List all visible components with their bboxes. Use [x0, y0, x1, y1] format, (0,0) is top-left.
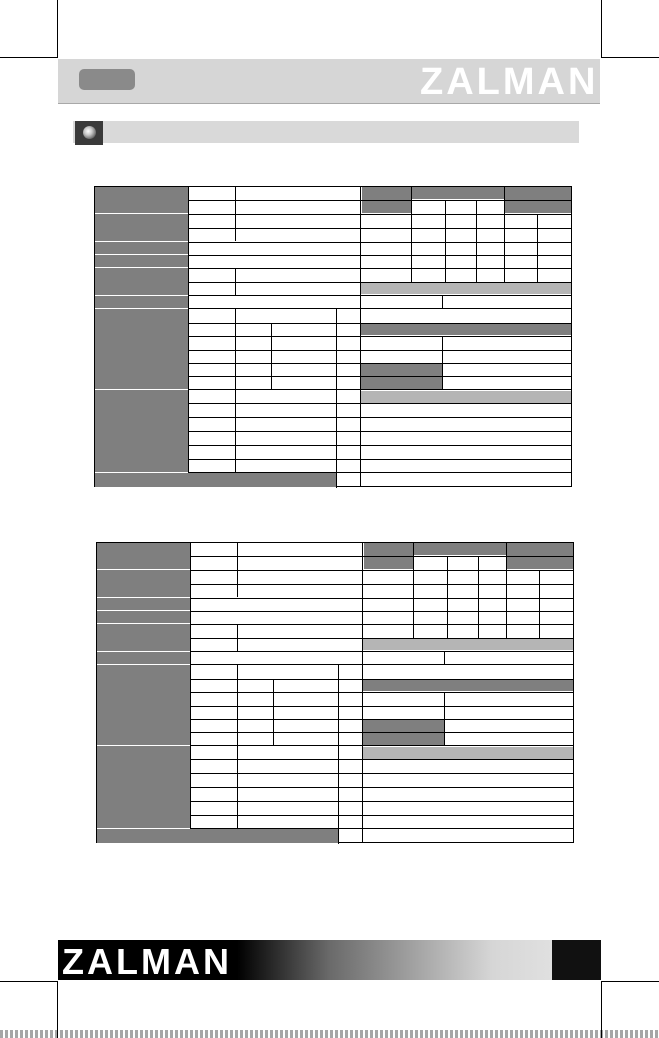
- row-label: [97, 665, 190, 745]
- page-tag: [79, 69, 135, 90]
- section-header: [360, 323, 571, 335]
- table-rule: [360, 282, 571, 283]
- table-rule: [190, 719, 362, 720]
- table-rule: [478, 556, 479, 638]
- table-rule: [362, 719, 573, 720]
- table-rule: [442, 295, 443, 308]
- table-rule: [190, 638, 362, 639]
- row-label: [97, 624, 190, 651]
- table-rule: [362, 543, 363, 843]
- table-rule: [360, 376, 571, 377]
- footer-logo: ZALMAN: [62, 941, 232, 982]
- section-header: [362, 679, 573, 691]
- table-rule: [190, 828, 362, 829]
- table-rule: [188, 242, 360, 243]
- row-label: [97, 746, 190, 828]
- table-rule: [445, 200, 446, 282]
- table-rule: [237, 665, 238, 745]
- table-rule: [476, 200, 477, 282]
- table-rule: [336, 390, 337, 488]
- table-rule: [360, 445, 571, 446]
- row-label: [97, 543, 190, 569]
- table-rule: [360, 200, 571, 201]
- row-label: [362, 720, 444, 732]
- section-header: [362, 638, 573, 650]
- crop-mark: [601, 0, 602, 58]
- table-rule: [362, 801, 573, 802]
- table-rule: [362, 664, 573, 665]
- table-rule: [190, 706, 362, 707]
- row-label: [95, 187, 188, 213]
- table-rule: [537, 214, 538, 282]
- table-rule: [188, 431, 360, 432]
- table-rule: [444, 692, 445, 745]
- column-header: [412, 187, 504, 199]
- table-rule: [190, 543, 191, 828]
- row-label: [360, 377, 442, 389]
- table-rule: [188, 445, 360, 446]
- row-label: [97, 652, 190, 664]
- table-rule: [360, 403, 571, 404]
- table-rule: [188, 336, 360, 337]
- table-rule: [360, 350, 571, 351]
- table-rule: [360, 389, 571, 390]
- row-label: [362, 733, 444, 745]
- table-rule: [362, 706, 573, 707]
- table-rule: [188, 282, 360, 283]
- table-rule: [338, 746, 339, 844]
- table-rule: [235, 309, 236, 389]
- table-rule: [188, 376, 360, 377]
- table-rule: [188, 472, 360, 473]
- table-rule: [190, 664, 362, 665]
- crop-mark: [602, 57, 659, 58]
- table-rule: [190, 556, 362, 557]
- table-rule: [362, 570, 573, 571]
- table-rule: [190, 759, 362, 760]
- table-rule: [360, 295, 571, 296]
- section-title-bar: [73, 121, 579, 143]
- table-rule: [190, 773, 362, 774]
- table-rule: [360, 187, 361, 487]
- table-rule: [360, 268, 571, 269]
- row-label: [95, 296, 188, 308]
- table-rule: [360, 336, 571, 337]
- row-label: [97, 829, 338, 843]
- table-rule: [362, 651, 573, 652]
- table-rule: [362, 679, 573, 680]
- table-rule: [188, 187, 189, 472]
- table-rule: [188, 323, 360, 324]
- table-rule: [188, 200, 360, 201]
- table-rule: [362, 638, 573, 639]
- table-rule: [190, 611, 362, 612]
- table-rule: [362, 745, 573, 746]
- table-rule: [190, 732, 362, 733]
- table-rule: [271, 323, 272, 389]
- row-label: [95, 390, 188, 472]
- table-rule: [360, 472, 571, 473]
- crop-mark: [0, 981, 57, 982]
- table-rule: [190, 679, 362, 680]
- table-rule: [190, 570, 362, 571]
- table-rule: [360, 431, 571, 432]
- column-header: [414, 543, 506, 555]
- table-rule: [188, 268, 360, 269]
- row-label: [95, 473, 336, 487]
- table-rule: [360, 214, 571, 215]
- row-label: [95, 214, 188, 241]
- table-rule: [442, 336, 443, 389]
- table-rule: [362, 624, 573, 625]
- printer-strip: [0, 1030, 659, 1038]
- table-rule: [190, 584, 362, 585]
- row-label: [95, 242, 188, 254]
- table-rule: [188, 214, 360, 215]
- table-rule: [338, 665, 339, 745]
- table-rule: [190, 815, 362, 816]
- table-rule: [362, 759, 573, 760]
- table-rule: [362, 598, 573, 599]
- section-bullet: [75, 121, 103, 145]
- table-rule: [190, 692, 362, 693]
- section-header: [360, 391, 571, 403]
- crop-mark: [602, 981, 659, 982]
- table-rule: [188, 389, 360, 390]
- table-rule: [447, 556, 448, 638]
- table-rule: [360, 459, 571, 460]
- table-rule: [273, 679, 274, 745]
- table-rule: [360, 308, 571, 309]
- crop-mark: [57, 0, 58, 58]
- table-rule: [360, 417, 571, 418]
- row-label: [97, 570, 190, 597]
- table-rule: [362, 732, 573, 733]
- table-rule: [188, 363, 360, 364]
- table-rule: [362, 815, 573, 816]
- section-header: [360, 282, 571, 294]
- table-rule: [362, 611, 573, 612]
- table-rule: [188, 255, 360, 256]
- row-label: [95, 268, 188, 295]
- section-header: [362, 747, 573, 759]
- table-rule: [362, 828, 573, 829]
- table-rule: [362, 773, 573, 774]
- spec-table: [96, 542, 574, 843]
- table-rule: [362, 692, 573, 693]
- row-label: [97, 598, 190, 610]
- table-rule: [190, 801, 362, 802]
- table-rule: [188, 228, 360, 229]
- table-rule: [188, 350, 360, 351]
- row-label: [360, 364, 442, 376]
- header-logo: ZALMAN: [420, 61, 599, 103]
- table-rule: [362, 584, 573, 585]
- row-label: [95, 255, 188, 267]
- table-rule: [188, 308, 360, 309]
- table-rule: [360, 363, 571, 364]
- page-number-box: [552, 940, 601, 980]
- table-rule: [360, 323, 571, 324]
- spec-table: [94, 186, 572, 487]
- table-rule: [190, 651, 362, 652]
- table-rule: [360, 242, 571, 243]
- table-rule: [360, 228, 571, 229]
- table-rule: [336, 309, 337, 389]
- row-label: [95, 309, 188, 389]
- table-rule: [362, 556, 573, 557]
- table-rule: [190, 624, 362, 625]
- table-rule: [188, 459, 360, 460]
- table-rule: [188, 417, 360, 418]
- sphere-bullet-icon: [83, 126, 96, 139]
- table-rule: [444, 651, 445, 664]
- table-rule: [190, 787, 362, 788]
- table-rule: [188, 295, 360, 296]
- row-label: [97, 611, 190, 623]
- table-rule: [362, 787, 573, 788]
- table-rule: [188, 403, 360, 404]
- table-rule: [360, 255, 571, 256]
- crop-mark: [0, 57, 57, 58]
- table-rule: [539, 570, 540, 638]
- table-rule: [190, 598, 362, 599]
- table-rule: [190, 745, 362, 746]
